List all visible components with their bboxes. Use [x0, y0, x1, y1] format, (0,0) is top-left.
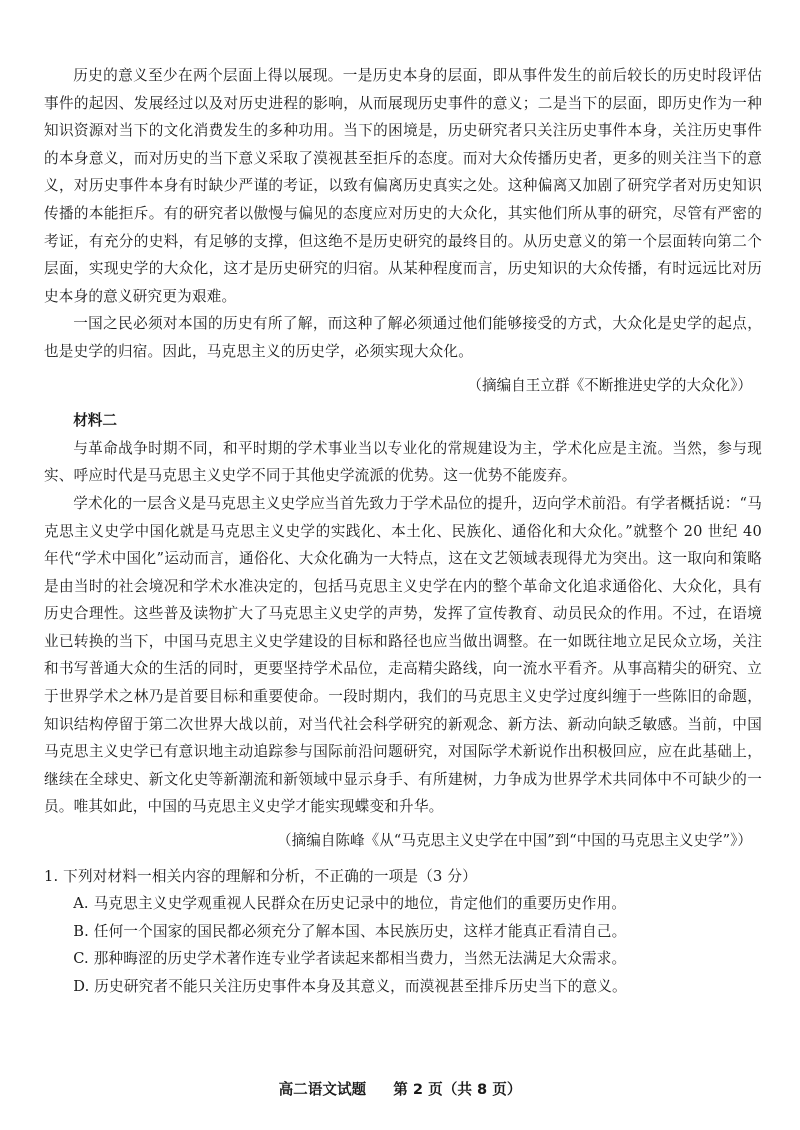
question-1-stem: 1. 下列对材料一相关内容的理解和分析，不正确的一项是（3 分）	[44, 867, 477, 885]
material2-heading: 材料二	[73, 412, 117, 430]
material1-source: （摘编自王立群《不断推进史学的大众化》）	[467, 376, 752, 394]
question-1-option-c: C. 那种晦涩的历史学术著作连专业学者读起来都相当费力，当然无法满足大众需求。	[73, 950, 627, 968]
question-1-option-a: A. 马克思主义史学观重视人民群众在历史记录中的地位，肯定他们的重要历史作用。	[73, 895, 627, 913]
question-1-option-d: D. 历史研究者不能只关注历史事件本身及其意义，而漠视甚至排斥历史当下的意义。	[73, 978, 627, 995]
material1-paragraph-1: 历史的意义至少在两个层面上得以展现。一是历史本身的层面，即从事件发生的前后较长的历史时段评估事件的起因、发展经过以及对历史进程的影响，从而展现历史事件的意义；二是当下的层面，即历史作为一种知识资源对当下的文化消费发生的多种功用。当下的困境是，历史研究者只关注历史事件本身，关注历史事件的本身意义，而对历史的当下意义采取了漠视甚至拒斥的态度。而对大众传播历史者，更多的则关注当下的意义，对历史事件本身有时缺少严谨的考证，以致有偏离历史真实之处。这种偏离又加剧了研究学者对历史知识传播的本能拒斥。有的研究者以傲慢与偏见的态度应对历史的大众化，其实他们所从事的研究，尽管有严密的考证，有充分的史料，有足够的支撑，但这绝不是历史研究的最终目的。从历史意义的第一个层面转向第二个层面，实现史学的大众化，这才是历史研究的归宿。从某种程度而言，历史知识的大众传播，有时远远比对历史本身的意义研究更为艰难。	[44, 67, 762, 305]
question-1-option-b: B. 任何一个国家的国民都必须充分了解本国、本民族历史，这样才能真正看清自己。	[73, 922, 627, 940]
page-footer	[0, 1078, 800, 1099]
exam-page	[44, 62, 762, 1001]
material2-paragraph-2: 学术化的一层含义是马克思主义史学应当首先致力于学术品位的提升，迈向学术前沿。有学者概括说：“马克思主义史学中国化就是马克思主义史学的实践化、本土化、民族化、通俗化和大众化。”就整个 20 世纪 40 年代“学术中国化”运动而言，通俗化、大众化确为一大特点，这在文艺领域表现得尤为突出。这一取向和策略是由当时的社会境况和学术水准决定的，包括马克思主义史学在内的整个革命文化追求通俗化、大众化，具有历史合理性。这些普及读物扩大了马克思主义史学的声势，发挥了宣传教育、动员民众的作用。不过，在语境业已转换的当下，中国马克思主义史学建设的目标和路径也应当做出调整。在一如既往地立足民众立场，关注和书写普通大众的生活的同时，更要坚持学术品位，走高精尖路线，向一流水平看齐。从事高精尖的研究、立于世界学术之林乃是首要目标和重要使命。一段时期内，我们的马克思主义史学过度纠缠于一些陈旧的命题，知识结构停留于第二次世界大战以前，对当代社会科学研究的新观念、新方法、新动向缺乏敏感。当前，中国马克思主义史学已有意识地主动追踪参与国际前沿问题研究，对国际学术新说作出积极回应，应在此基础上，继续在全球史、新文化史等新潮流和新领域中显示身手、有所建树，力争成为世界学术共同体中不可缺少的一员。唯其如此，中国的马克思主义史学才能实现蝶变和升华。	[44, 494, 762, 816]
footer-subject: 高二语文试题	[278, 1081, 367, 1098]
material1-paragraph-2: 一国之民必须对本国的历史有所了解，而这种了解必须通过他们能够接受的方式，大众化是史学的起点，也是史学的归宿。因此，马克思主义的历史学，必须实现大众化。	[44, 315, 762, 360]
material2-paragraph-1: 与革命战争时期不同，和平时期的学术事业当以专业化的常规建设为主，学术化应是主流。当然，参与现实、呼应时代是马克思主义史学不同于其他史学流派的优势。这一优势不能废弃。	[44, 439, 762, 485]
material2-source: （摘编自陈峰《从“马克思主义史学在中国”到“中国的马克思主义史学”》）	[277, 832, 752, 850]
footer-page-number: 第 2 页（共 8 页）	[393, 1081, 522, 1098]
